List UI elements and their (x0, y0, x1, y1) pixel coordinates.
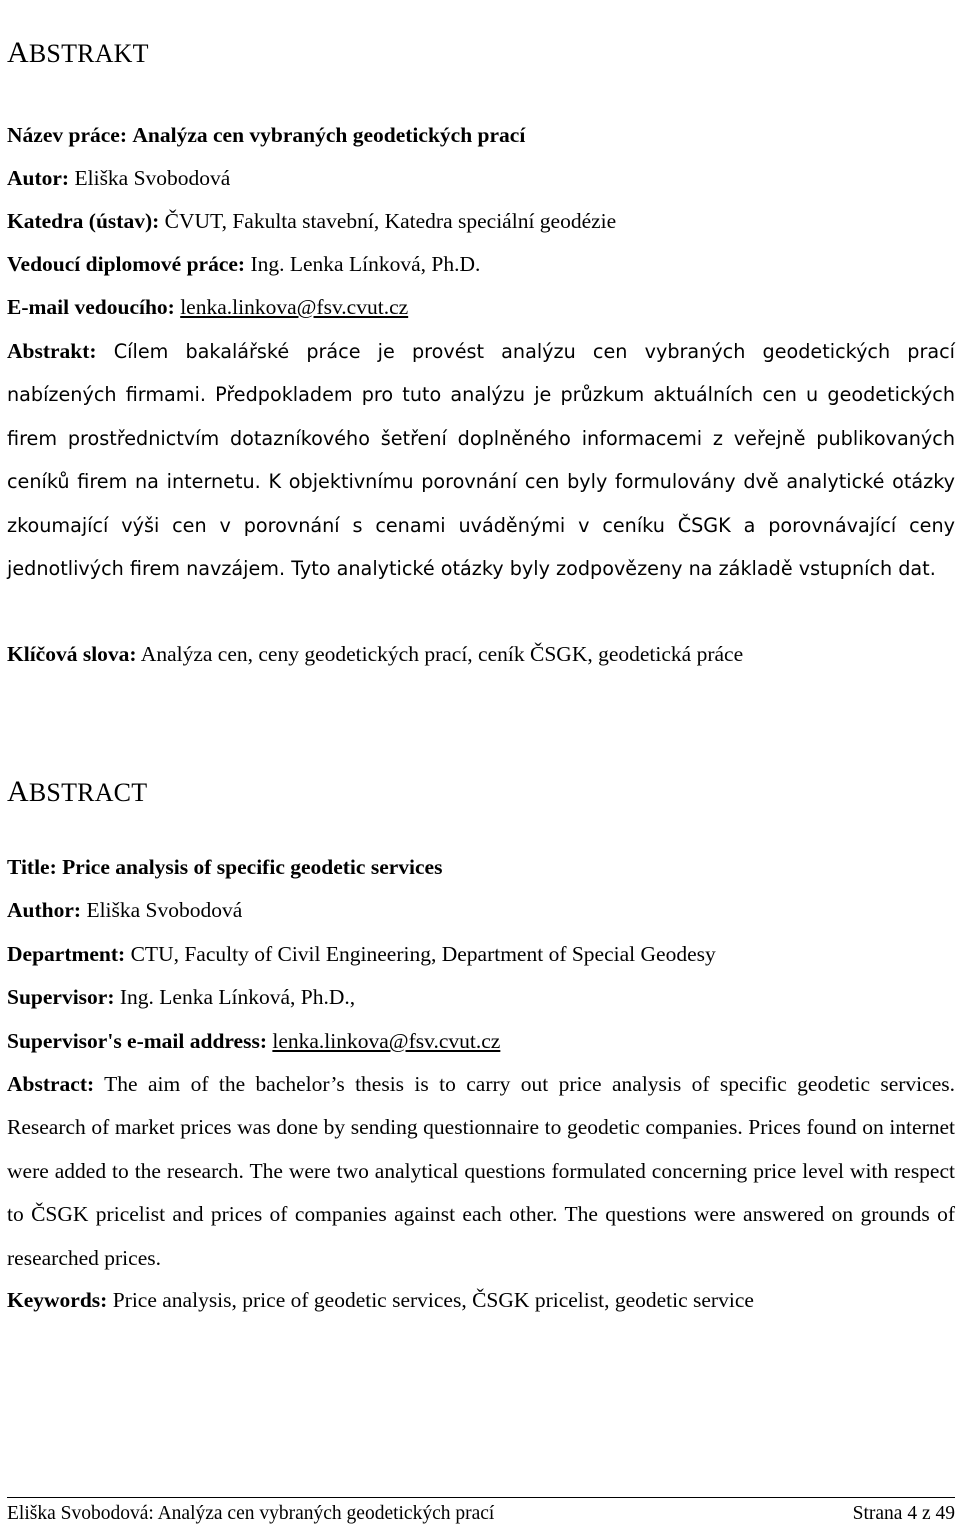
czech-keywords-line (7, 644, 743, 666)
english-title-label: Title: (7, 855, 57, 879)
english-keywords-label: Keywords: (7, 1288, 108, 1312)
footer-page-number: Strana 4 z 49 (852, 1503, 955, 1524)
czech-title-label: Název práce: (7, 123, 127, 147)
english-keywords-line (7, 1290, 754, 1312)
english-abstract-paragraph (7, 1063, 955, 1280)
czech-abstract-paragraph (7, 330, 955, 590)
english-department-value: CTU, Faculty of Civil Engineering, Department of Special Geodesy (130, 942, 716, 966)
english-email-line (7, 1031, 500, 1053)
footer-author-title: Eliška Svobodová: Analýza cen vybraných geodetických prací (7, 1503, 495, 1524)
english-keywords-value: Price analysis, price of geodetic services, ČSGK pricelist, geodetic service (112, 1288, 754, 1312)
english-abstract-text: The aim of the bachelor’s thesis is to carry out price analysis of specific geodetic services. Research of market prices was done by sending questionnaire to geodetic companies. Prices found on internet were added to the research. The were two analytical questions formulated concerning price level with respect to ČSGK pricelist and prices of companies against each other. The questions were answered on grounds of researched prices. (7, 1072, 955, 1270)
page-footer (7, 1497, 955, 1525)
czech-title-line (7, 125, 525, 147)
czech-author-value: Eliška Svobodová (74, 166, 231, 190)
english-department-label: Department: (7, 942, 126, 966)
english-author-line (7, 900, 242, 922)
czech-author-line (7, 168, 230, 190)
english-supervisor-label: Supervisor: (7, 985, 115, 1009)
english-supervisor-line (7, 987, 355, 1009)
czech-supervisor-label: Vedoucí diplomové práce: (7, 252, 246, 276)
czech-department-value: ČVUT, Fakulta stavební, Katedra speciální geodézie (164, 209, 617, 233)
czech-supervisor-line (7, 254, 480, 276)
czech-keywords-label: Klíčová slova: (7, 642, 137, 666)
czech-email-link[interactable]: lenka.linkova@fsv.cvut.cz (180, 295, 409, 319)
czech-abstract-text: Cílem bakalářské práce je provést analýzu cen vybraných geodetických prací nabízených firmami. Předpokladem pro tuto analýzu je průzkum aktuálních cen u geodetických firem prostřednictvím dotazníkového šetření doplněného informacemi z veřejně publikovaných ceníků firem na internetu. K objektivnímu porovnání cen byly formulovány dvě analytické otázky zkoumající výši cen v porovnání s cenami uváděnými v ceníku ČSGK a porovnávající ceny jednotlivých firem navzájem. Tyto analytické otázky byly zodpovězeny na základě vstupních dat. (7, 340, 956, 581)
english-abstract-label: Abstract: (7, 1072, 95, 1096)
czech-department-label: Katedra (ústav): (7, 209, 160, 233)
english-abstract-heading (7, 775, 147, 809)
czech-heading-initial: A (7, 36, 29, 69)
czech-title-value: Analýza cen vybraných geodetických prací (132, 123, 526, 147)
czech-supervisor-value: Ing. Lenka Línková, Ph.D. (250, 252, 481, 276)
english-author-label: Author: (7, 898, 82, 922)
czech-abstract-label: Abstrakt: (7, 339, 97, 363)
czech-email-line (7, 297, 408, 319)
english-department-line (7, 944, 716, 966)
english-supervisor-value: Ing. Lenka Línková, Ph.D., (119, 985, 356, 1009)
english-email-label: Supervisor's e-mail address: (7, 1029, 267, 1053)
english-heading-initial: A (7, 775, 29, 808)
english-heading-rest: BSTRACT (28, 778, 148, 807)
czech-keywords-value: Analýza cen, ceny geodetických prací, ceník ČSGK, geodetická práce (140, 642, 744, 666)
czech-heading-rest: BSTRAKT (28, 39, 149, 68)
english-title-line (7, 857, 442, 879)
czech-author-label: Autor: (7, 166, 70, 190)
czech-abstract-heading (7, 36, 149, 70)
czech-department-line (7, 211, 616, 233)
czech-email-label: E-mail vedoucího: (7, 295, 175, 319)
english-author-value: Eliška Svobodová (86, 898, 243, 922)
english-title-value: Price analysis of specific geodetic services (62, 855, 443, 879)
english-email-link[interactable]: lenka.linkova@fsv.cvut.cz (272, 1029, 501, 1053)
